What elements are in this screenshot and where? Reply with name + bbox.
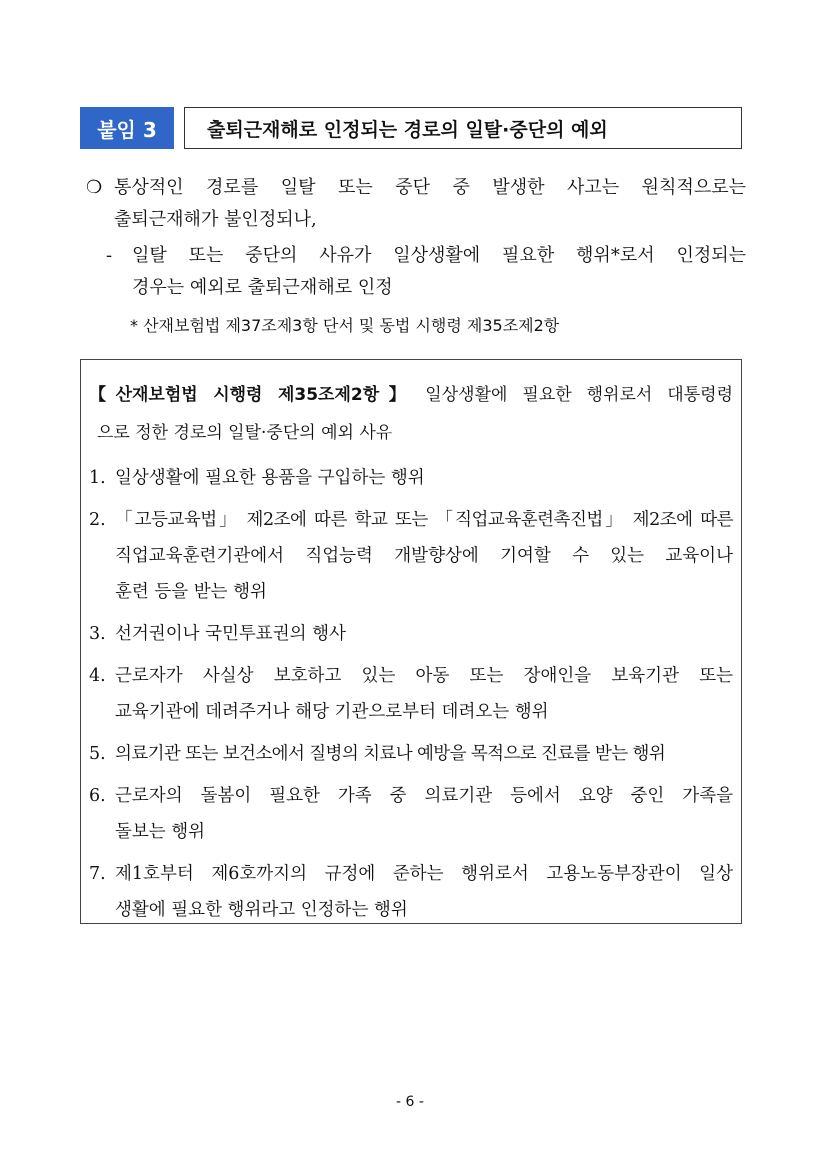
list-item: 6. 근로자의 돌봄이 필요한 가족 중 의료기관 등에서 요양 중인 가족을 돌보는 행위: [89, 786, 733, 842]
list-item: 5. 의료기관 또는 보건소에서 질병의 치료나 예방을 목적으로 진료를 받는 행위: [89, 744, 666, 764]
decree-label: 【산재보험법 시행령 제35조제2항】: [89, 385, 416, 405]
box-heading: [89, 376, 733, 452]
bullet-line-2: 출퇴근재해가 불인정되나,: [114, 209, 317, 230]
dash-line-2: 경우는 예외로 출퇴근재해로 인정: [132, 277, 393, 298]
list-item: 3. 선거권이나 국민투표권의 행사: [89, 624, 346, 644]
list-item: 7. 제1호부터 제6호까지의 규정에 준하는 행위로서 고용노동부장관이 일상 생활에 필요한 행위라고 인정하는 행위: [89, 864, 733, 920]
section-title: 출퇴근재해로 인정되는 경로의 일탈·중단의 예외: [184, 107, 742, 149]
attachment-badge: 붙임 3: [80, 107, 174, 149]
section-header: [80, 107, 742, 149]
footnote: * 산재보험법 제37조제3항 단서 및 동법 시행령 제35조제2항: [130, 316, 560, 335]
intro-section: [86, 172, 746, 342]
dash-marker: -: [106, 245, 113, 266]
exception-list: [89, 460, 733, 928]
decree-box: [80, 359, 742, 924]
list-item: 4. 근로자가 사실상 보호하고 있는 아동 또는 장애인을 보육기관 또는 교육기관에 데려주거나 해당 기관으로부터 데려오는 행위: [89, 666, 733, 722]
bullet-line-1: 통상적인 경로를 일탈 또는 중단 중 발생한 사고는 원칙적으로는: [114, 177, 746, 198]
page-number: - 6 -: [396, 1094, 424, 1110]
circle-bullet-icon: ❍: [86, 177, 103, 198]
box-heading-line-1: 일상생활에 필요한 행위로서 대통령령: [425, 385, 733, 405]
list-item: 2. 「고등교육법」 제2조에 따른 학교 또는 「직업교육훈련촉진법」 제2조에 따른 직업교육훈련기관에서 직업능력 개발향상에 기여할 수 있는 교육이나 훈련 등을 받는 행위: [89, 510, 733, 602]
list-item: 1. 일상생활에 필요한 용품을 구입하는 행위: [89, 468, 425, 488]
dash-line-1: 일탈 또는 중단의 사유가 일상생활에 필요한 행위*로서 인정되는: [132, 245, 746, 266]
box-heading-line-2: 으로 정한 경로의 일탈·중단의 예외 사유: [97, 423, 393, 443]
